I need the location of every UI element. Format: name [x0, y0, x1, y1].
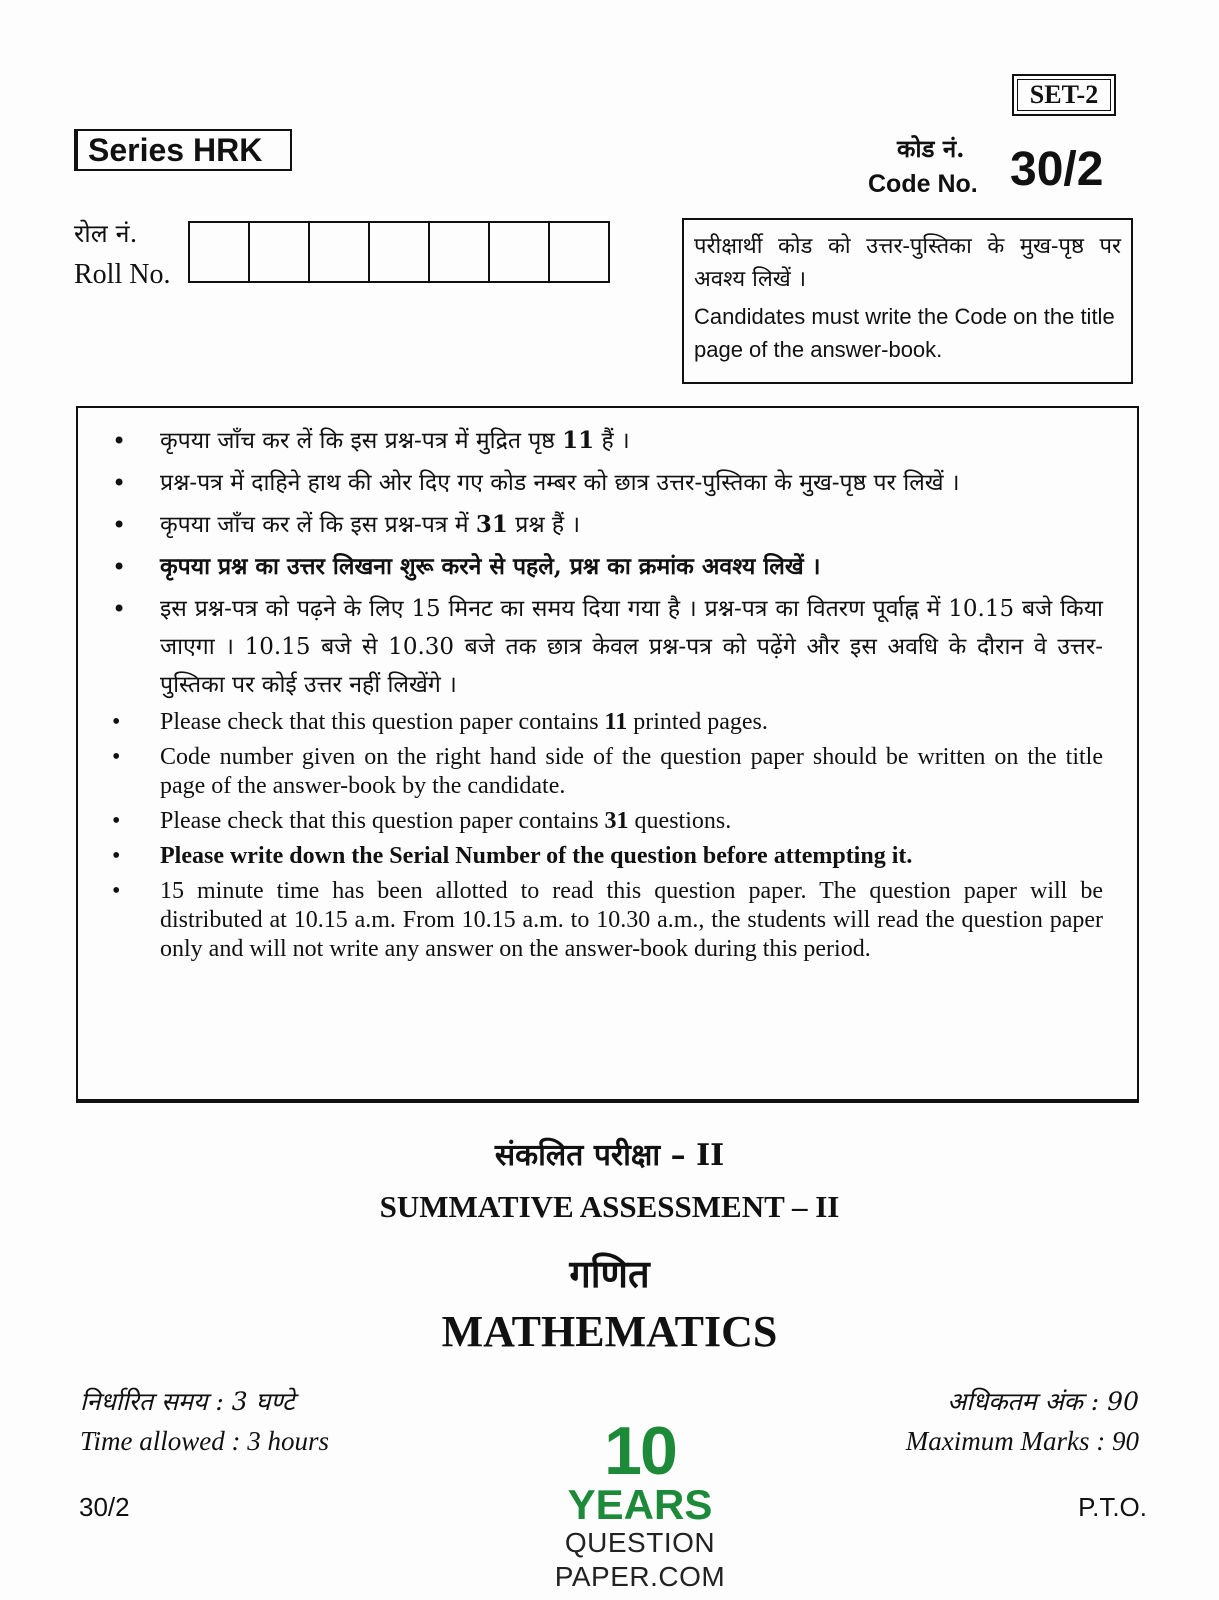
instruction-item	[78, 590, 1103, 704]
instruction-text: printed pages.	[627, 709, 768, 735]
instructions-box	[76, 406, 1139, 1103]
exam-title-english: SUMMATIVE ASSESSMENT – II	[379, 1189, 840, 1224]
roll-number-cell[interactable]	[370, 223, 430, 281]
subject-title-english: MATHEMATICS	[441, 1307, 778, 1356]
instruction-text: हैं ।	[594, 428, 630, 454]
instruction-text: 11	[604, 709, 628, 735]
roll-number-cell[interactable]	[550, 223, 608, 281]
code-note-english: Candidates must write the Code on the title page of the answer-book.	[694, 304, 1115, 362]
time-allowed-hindi: निर्धारित समय : 3 घण्टे	[80, 1387, 295, 1416]
instruction-item	[78, 842, 1103, 871]
instruction-text: questions.	[628, 808, 732, 834]
instruction-text: कृपया जाँच कर लें कि इस प्रश्न-पत्र में मुद्रित पृष्ठ	[160, 428, 563, 454]
instruction-item	[78, 506, 1103, 544]
set-label: SET-2	[1017, 79, 1111, 111]
roll-number-cell[interactable]	[490, 223, 550, 281]
series-label: Series HRK	[74, 129, 292, 171]
max-marks-english: Maximum Marks : 90	[905, 1426, 1139, 1456]
watermark-site: QUESTION PAPER.COM	[554, 1527, 726, 1592]
instruction-text: इस प्रश्न-पत्र को पढ़ने के लिए 15 मिनट का समय दिया गया है । प्रश्न-पत्र का वितरण पूर्वाह्न में 10.15 बजे किया जाएगा । 10.15 बजे से 10.30 बजे तक छात्र केवल प्रश्न-पत्र को पढ़ेंगे और इस अवधि के दौरान वे उत्तर-पुस्तिका पर कोई उत्तर नहीं लिखेंगे ।	[160, 596, 1103, 698]
instruction-text: Please check that this question paper contains	[160, 808, 605, 834]
footer-code: 30/2	[79, 1492, 130, 1522]
instructions-list	[78, 422, 1103, 964]
code-label-english: Code No.	[868, 170, 978, 198]
instruction-text: Code number given on the right hand side of the question paper should be written on the title page of the answer-book by the candidate.	[160, 744, 1103, 799]
watermark-number: 10	[604, 1413, 676, 1489]
roll-number-cell[interactable]	[250, 223, 310, 281]
code-number: 30/2	[1010, 143, 1104, 196]
instruction-item	[78, 464, 1103, 502]
page-turn-over: P.T.O.	[1078, 1492, 1147, 1522]
watermark-years: YEARS	[567, 1481, 713, 1528]
roll-number-cell[interactable]	[430, 223, 490, 281]
roll-number-boxes[interactable]	[188, 221, 610, 283]
instruction-text: प्रश्न-पत्र में दाहिने हाथ की ओर दिए गए कोड नम्बर को छात्र उत्तर-पुस्तिका के मुख-पृष्ठ पर लिखें ।	[160, 470, 960, 496]
instruction-item	[78, 548, 1103, 586]
code-note-hindi: परीक्षार्थी कोड को उत्तर-पुस्तिका के मुख-पृष्ठ पर अवश्य लिखें ।	[694, 234, 1121, 292]
code-note-box	[682, 218, 1133, 384]
instruction-item	[78, 877, 1103, 964]
set-label-box	[1012, 74, 1116, 116]
roll-label-hindi: रोल नं.	[74, 219, 138, 248]
instruction-text: कृपया प्रश्न का उत्तर लिखना शुरू करने से पहले, प्रश्न का क्रमांक अवश्य लिखें ।	[160, 553, 821, 580]
instruction-text: 31	[604, 808, 629, 834]
instruction-text: प्रश्न हैं ।	[507, 512, 581, 538]
instruction-item	[78, 422, 1103, 460]
watermark-logo	[480, 1413, 800, 1592]
subject-title-hindi: गणित	[569, 1251, 650, 1296]
max-marks-hindi: अधिकतम अंक : 90	[947, 1387, 1139, 1416]
instruction-text: Please check that this question paper contains	[160, 709, 605, 735]
instruction-item	[78, 743, 1103, 801]
roll-number-cell[interactable]	[310, 223, 370, 281]
instruction-text: Please write down the Serial Number of the question before attempting it.	[160, 843, 913, 869]
instruction-text: 11	[562, 427, 595, 454]
instruction-text: 15 minute time has been allotted to read this question paper. The question paper will be distributed at 10.15 a.m. From 10.15 a.m. to 10.30 a.m., the students will read the question paper only and will not write any answer on the answer-book during this period.	[160, 878, 1103, 962]
roll-number-cell[interactable]	[190, 223, 250, 281]
instruction-item	[78, 708, 1103, 737]
instruction-text: 31	[475, 511, 508, 538]
instruction-text: कृपया जाँच कर लें कि इस प्रश्न-पत्र में	[160, 512, 476, 538]
time-allowed-english: Time allowed : 3 hours	[80, 1426, 330, 1456]
code-label-hindi: कोड नं.	[897, 134, 965, 163]
exam-title-hindi: संकलित परीक्षा – II	[494, 1138, 725, 1173]
instruction-item	[78, 807, 1103, 836]
roll-label-english: Roll No.	[74, 259, 171, 290]
